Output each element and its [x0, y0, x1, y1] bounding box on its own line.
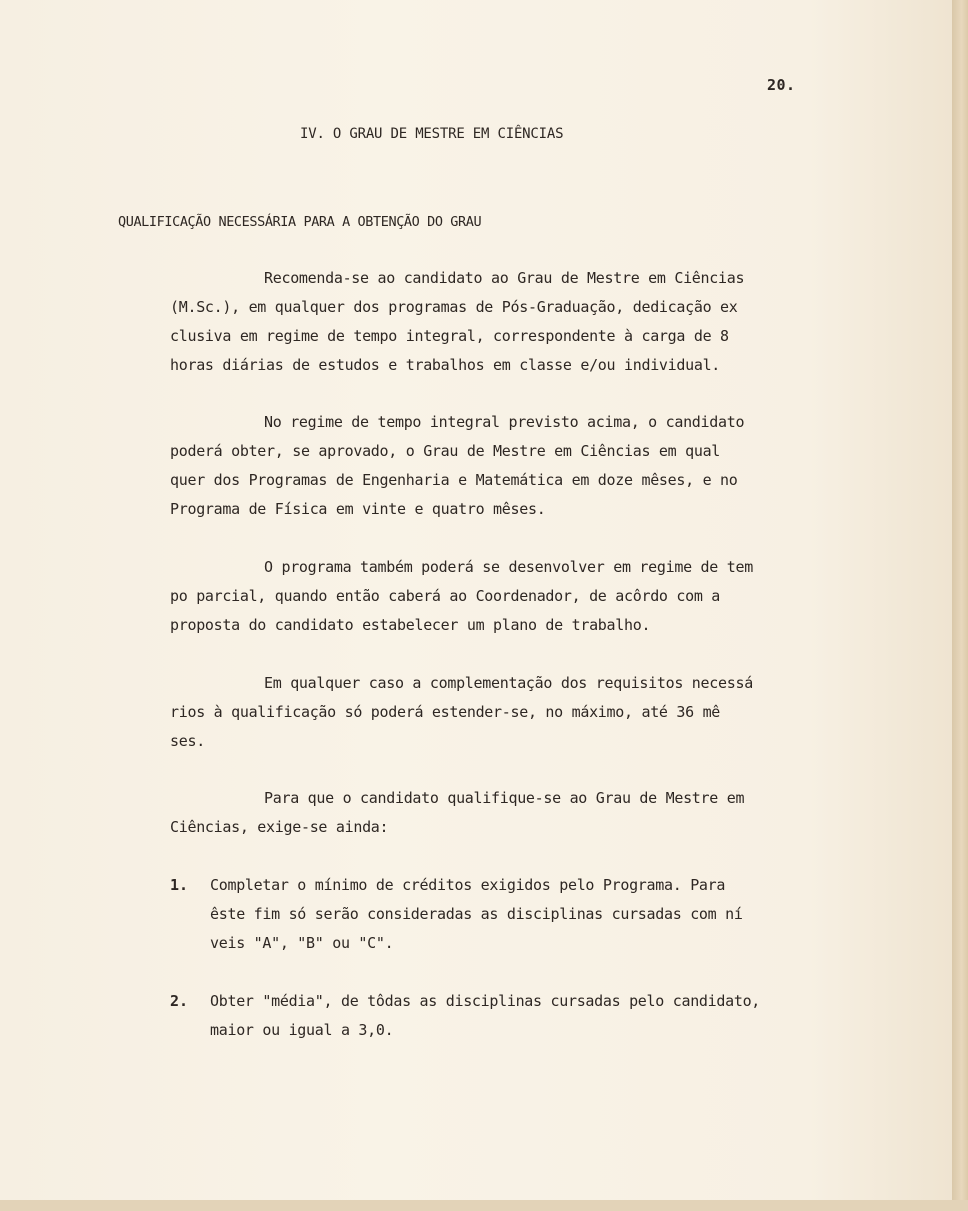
paragraph-line: Programa de Física em vinte e quatro mêses.: [170, 500, 546, 518]
page-bottom-edge: [0, 1200, 968, 1211]
paragraph-line: Ciências, exige-se ainda:: [170, 818, 389, 836]
chapter-title: IV. O GRAU DE MESTRE EM CIÊNCIAS: [300, 126, 564, 142]
list-number: 2.: [170, 992, 189, 1010]
list-number: 1.: [170, 876, 189, 894]
paragraph-line: Recomenda-se ao candidato ao Grau de Mestre em Ciências: [264, 269, 745, 287]
paragraph-line: (M.Sc.), em qualquer dos programas de Pós-Graduação, dedicação ex: [170, 298, 738, 316]
paragraph-line: No regime de tempo integral previsto acima, o candidato: [264, 413, 745, 431]
paragraph-3: [170, 553, 800, 640]
paragraph-line: clusiva em regime de tempo integral, correspondente à carga de 8: [170, 327, 729, 345]
paragraph-line: poderá obter, se aprovado, o Grau de Mestre em Ciências em qual: [170, 442, 721, 460]
list-item-line: Completar o mínimo de créditos exigidos pelo Programa. Para: [210, 876, 726, 894]
paragraph-line: ses.: [170, 732, 205, 750]
list-item-line: êste fim só serão consideradas as disciplinas cursadas com ní: [210, 905, 743, 923]
paragraph-line: Para que o candidato qualifique-se ao Grau de Mestre em: [264, 789, 745, 807]
paragraph-line: O programa também poderá se desenvolver em regime de tem: [264, 558, 753, 576]
paragraph-5: [170, 784, 800, 842]
list-item-body: [210, 987, 806, 1045]
list-item-line: maior ou igual a 3,0.: [210, 1021, 394, 1039]
list-item-line: veis "A", "B" ou "C".: [210, 934, 394, 952]
paragraph-line: Em qualquer caso a complementação dos requisitos necessá: [264, 674, 753, 692]
page-number: 20.: [767, 76, 796, 94]
paragraph-line: quer dos Programas de Engenharia e Matemática em doze mêses, e no: [170, 471, 738, 489]
paragraph-line: po parcial, quando então caberá ao Coordenador, de acôrdo com a: [170, 587, 721, 605]
paragraph-line: rios à qualificação só poderá estender-se, no máximo, até 36 mê: [170, 703, 721, 721]
list-item-body: [210, 871, 806, 958]
section-title: QUALIFICAÇÃO NECESSÁRIA PARA A OBTENÇÃO DO GRAU: [118, 214, 482, 230]
paragraph-1: [170, 264, 800, 380]
paragraph-line: horas diárias de estudos e trabalhos em classe e/ou individual.: [170, 356, 721, 374]
list-item-line: Obter "média", de tôdas as disciplinas cursadas pelo candidato,: [210, 992, 761, 1010]
paragraph-2: [170, 408, 800, 524]
paragraph-4: [170, 669, 800, 756]
paragraph-line: proposta do candidato estabelecer um plano de trabalho.: [170, 616, 651, 634]
page-edge: [952, 0, 968, 1211]
